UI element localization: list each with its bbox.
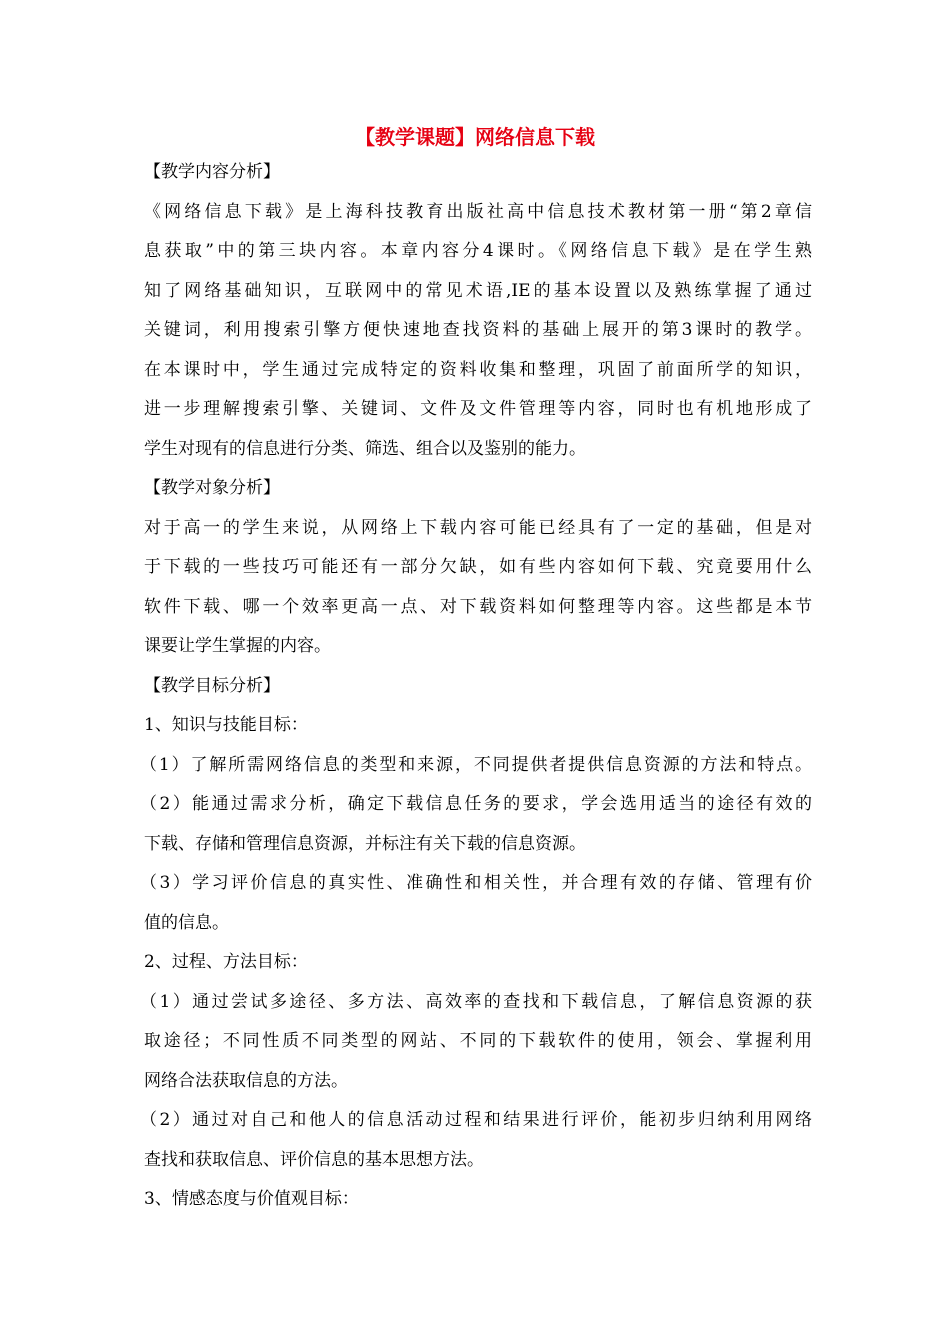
text-line: 下载、存储和管理信息资源，并标注有关下载的信息资源。 (144, 833, 586, 854)
text-line: 【教学对象分析】 (144, 478, 280, 498)
text-line: 【教学内容分析】 (144, 162, 280, 182)
text-line: 课要让学生掌握的内容。 (144, 636, 331, 656)
text-line: 对于高一的学生来说，从网络上下载内容可能已经具有了一定的基础，但是对 (144, 517, 812, 538)
text-line: 查找和获取信息、评价信息的基本思想方法。 (144, 1149, 484, 1170)
text-line: （2）能通过需求分析，确定下载信息任务的要求，学会选用适当的途径有效的 (140, 794, 812, 814)
text-line: 息获取”中的第三块内容。本章内容分4课时。《网络信息下载》是在学生熟 (144, 241, 812, 261)
text-line: 学生对现有的信息进行分类、筛选、组合以及鉴别的能力。 (144, 438, 586, 459)
text-line: （3）学习评价信息的真实性、准确性和相关性，并合理有效的存储、管理有价 (140, 873, 812, 893)
text-line: （2）通过对自己和他人的信息活动过程和结果进行评价，能初步归纳利用网络 (140, 1110, 812, 1130)
text-line: 在本课时中，学生通过完成特定的资料收集和整理，巩固了前面所学的知识， (144, 359, 812, 380)
text-line: 取途径；不同性质不同类型的网站、不同的下载软件的使用，领会、掌握利用 (144, 1031, 812, 1051)
text-line: 关键词，利用搜索引擎方便快速地查找资料的基础上展开的第3课时的教学。 (144, 320, 812, 340)
text-line: 值的信息。 (144, 912, 229, 933)
text-line: 3、情感态度与价值观目标： (144, 1189, 359, 1209)
document-title: 【教学课题】网络信息下载 (355, 125, 595, 149)
text-line: （1）通过尝试多途径、多方法、高效率的查找和下载信息，了解信息资源的获 (140, 991, 812, 1012)
text-line: 软件下载、哪一个效率更高一点、对下载资料如何整理等内容。这些都是本节 (144, 596, 812, 617)
text-line: 网络合法获取信息的方法。 (144, 1070, 348, 1091)
text-line: 2、过程、方法目标： (144, 952, 308, 972)
text-line: 【教学目标分析】 (144, 675, 280, 696)
text-line: 《网络信息下载》是上海科技教育出版社高中信息技术教材第一册“第2章信 (144, 201, 812, 222)
text-line: （1）了解所需网络信息的类型和来源，不同提供者提供信息资源的方法和特点。 (140, 754, 812, 775)
text-line: 于下载的一些技巧可能还有一部分欠缺，如有些内容如何下载、究竟要用什么 (144, 557, 812, 577)
document-body (140, 153, 812, 1220)
text-line: 进一步理解搜索引擎、关键词、文件及文件管理等内容，同时也有机地形成了 (144, 399, 812, 419)
text-line: 1、知识与技能目标： (144, 715, 308, 735)
text-line: 知了网络基础知识，互联网中的常见术语,IE的基本设置以及熟练掌握了通过 (144, 280, 812, 301)
